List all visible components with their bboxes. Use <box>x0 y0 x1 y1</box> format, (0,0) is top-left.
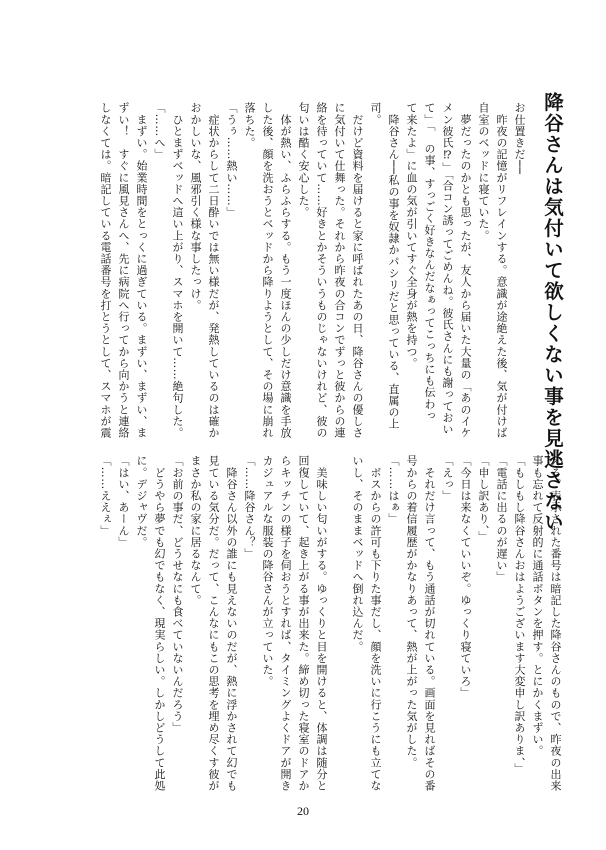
text-line: 自室のベッドに寝ていた。 <box>477 102 490 242</box>
text-line: おかしいな、風邪引く様な事したっけ。 <box>189 102 202 311</box>
text-line: 落ちた。 <box>243 102 256 149</box>
text-line: しなくては。暗記している電話番号を打とうとして、スマホが震 <box>99 102 112 439</box>
text-line: 体が熱い、ふらふらする。もう一度ほんの少しだけ意識を手放 <box>279 102 292 439</box>
text-line: 降谷さん──私の事を奴隷かパシリだと思っている、直属の上 <box>387 102 400 430</box>
text-line: らキッチンの様子を伺おうとすれば、タイミングよくドアが開き <box>279 455 292 792</box>
text-line: 「……ええぇ」 <box>99 455 112 537</box>
text-block-lower <box>96 455 564 792</box>
text-line: 司。 <box>369 102 382 126</box>
text-line: ボスからの許可も下りた事だし、顔を洗いに行こうにも立てな <box>369 455 382 792</box>
text-line: 回復していて、起き上がる事が出来た。締め切った寝室のドアか <box>297 455 310 792</box>
text-line: 「電話に出るのが遅い」 <box>495 455 508 583</box>
text-line: まずい。始業時間をとっくに過ぎている。まずい、まずい、ま <box>135 102 148 439</box>
text-line: える。表示された番号は暗記した降谷さんのもので、昨夜の出来 <box>549 455 562 792</box>
text-line: 「お前の事だ、どうせなにも食べていないんだろう」 <box>171 455 184 734</box>
text-line: カジュアルな服装の降谷さんが立っていた。 <box>261 455 274 687</box>
text-line: 号からの着信履歴がかなりあって、熱が上がった気がした。 <box>405 455 418 769</box>
text-line: それだけ言って、もう通話が切れている。画面を見ればその番 <box>423 455 436 792</box>
text-line: 夢だったのかとも思ったが、友人から届いた大量の「あのイケ <box>459 102 472 439</box>
text-line: 見ている気分だ。だって、こんなにもこの思考を埋め尽くす彼が <box>207 455 220 792</box>
text-line: 「……はぁ」 <box>387 455 400 525</box>
text-line: 匂いは酷く安心した。 <box>297 102 310 218</box>
text-line: 「申し訳あり、」 <box>477 455 490 543</box>
text-line: 昨夜の記憶がリフレインする。意識が途絶えた後、気が付けば <box>495 102 508 439</box>
text-line: だけど資料を届けると家に呼ばれたあの日、降谷さんの優しさ <box>351 102 364 439</box>
text-line: 症状からして二日酔いでは無い様だが、発熱しているのは確か <box>207 102 220 439</box>
text-line: ずい！ すぐに風見さんへ、先に病院へ行ってから向かうと連絡 <box>117 102 130 439</box>
text-block-upper <box>96 102 528 439</box>
text-line <box>330 455 348 780</box>
text-line: 「うぅ……熱い……」 <box>225 102 238 218</box>
text-line: に気付いて仕舞った。それから昨夜の合コンでずっと彼からの連 <box>333 102 346 439</box>
text-line: て」「 の事、すっごく好きなんだなぁってこっちにも伝わっ <box>423 102 436 422</box>
text-line: て来たよ」に血の気が引いてすぐ全身が熱を持つ。 <box>405 102 418 369</box>
page-number: 20 <box>297 804 309 818</box>
text-line: どうやら夢でも幻でもなく、現実らしい。しかしどうして此処 <box>153 455 166 792</box>
text-line: 「……降谷さん？」 <box>243 455 256 560</box>
text-line: 「もしもし降谷さんおはようございます大変申し訳ありま、」 <box>513 455 526 775</box>
text-line: お仕置きだ── <box>513 102 526 175</box>
chapter-title: 降谷さんは気付いて欲しくない事を見逃さない <box>541 92 564 533</box>
text-line: 美味しい匂いがする。ゆっくりと目を開けると、体調は随分と <box>315 455 328 792</box>
text-line: 「えっ」 <box>441 455 454 502</box>
text-line: 事も忘れて反射的に通話ボタンを押す。とにかくまずい。 <box>531 455 544 757</box>
text-line: 「……へ」 <box>153 102 166 160</box>
text-line: した後、顔を洗おうとベッドから降りようとして、その場に崩れ <box>261 102 274 439</box>
text-line: 「はい、あーん」 <box>117 455 130 548</box>
text-line: に。デジャヴだ。 <box>135 455 148 548</box>
text-line: いし、そのままベッドへ倒れ込んだ。 <box>351 455 364 653</box>
text-line: ひとまずベッドへ這い上がり、スマホを開いて……絶句した。 <box>171 102 184 439</box>
text-line: 降谷さん以外の誰にも見えないのだが、熱に浮かされて幻でも <box>225 455 238 792</box>
text-line: 絡を待っていて……好きとかそういうものじゃないけれど、彼の <box>315 102 328 439</box>
text-line: 「今日は来なくていいぞ。ゆっくり寝ていろ」 <box>459 455 472 699</box>
text-line: まさか私の家に居るなんて。 <box>189 455 202 606</box>
text-line: メン彼氏⁉」「合コン誘ってごめんね。彼氏さんにも謝っておい <box>441 102 454 435</box>
